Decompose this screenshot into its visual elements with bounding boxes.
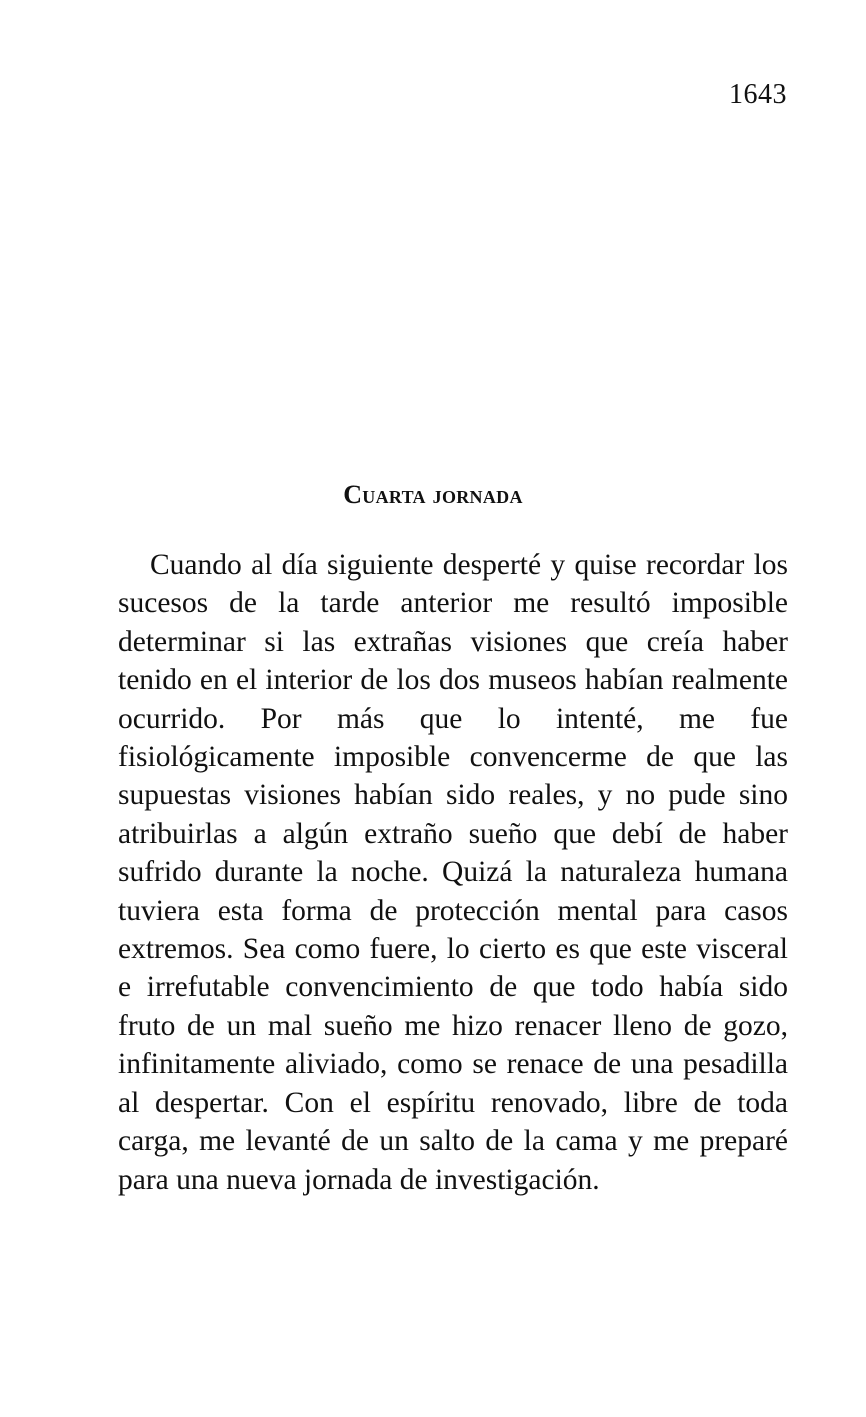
page-number: 1643 <box>729 79 787 110</box>
chapter-title: Cuarta jornada <box>343 480 523 509</box>
body-paragraph: Cuando al día siguiente desperté y quise recordar los sucesos de la tarde anterior me resultó imposible determinar si las extrañas visiones que creía haber tenido en el interior de los dos museos habían realmente ocurrido. Por más que lo intenté, me fue fisiológicamente imposible convencerme de que las supuestas visiones habían sido reales, y no pude sino atribuirlas a algún extraño sueño que debí de haber sufrido durante la noche. Quizá la naturaleza humana tuviera esta forma de protección mental para casos extremos. Sea como fuere, lo cierto es que este visceral e irrefutable convencimiento de que todo había sido fruto de un mal sueño me hizo renacer lleno de gozo, infinitamente aliviado, como se renace de una pesadilla al despertar. Con el espíritu renovado, libre de toda carga, me levanté de un salto de la cama y me preparé para una nueva jornada de investigación. <box>118 549 788 1196</box>
